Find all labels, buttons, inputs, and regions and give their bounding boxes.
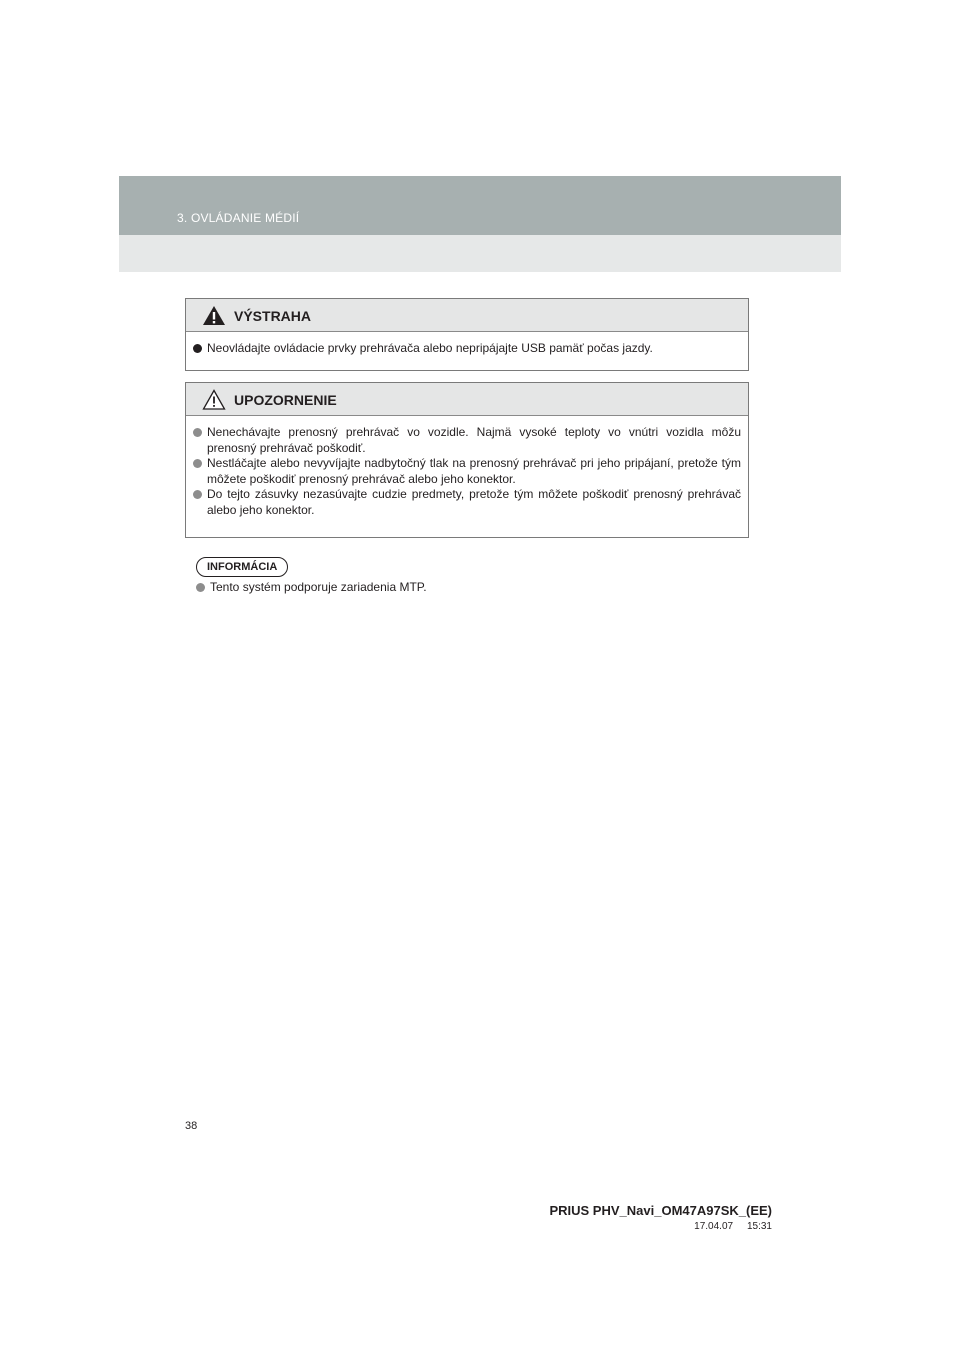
timestamp: 17.04.07 15:31 xyxy=(694,1221,772,1232)
section-header xyxy=(119,176,841,272)
info-item-text: Tento systém podporuje zariadenia MTP. xyxy=(210,580,427,594)
info-item xyxy=(196,580,427,595)
caution-box xyxy=(185,382,749,538)
caution-item xyxy=(193,456,741,487)
page-number: 38 xyxy=(185,1120,198,1132)
bullet-icon xyxy=(193,344,202,353)
warning-box xyxy=(185,298,749,371)
caution-title: UPOZORNENIE xyxy=(234,392,337,408)
caution-item-text: Nestláčajte alebo nevyvíjajte nadbytočný tlak na prenosný prehrávač pri jeho pripájaní, pretože tým môžete poškodiť prenosný prehrávač alebo jeho konektor. xyxy=(207,456,741,486)
caution-item-text: Nenechávajte prenosný prehrávač vo vozidle. Najmä vysoké teploty vo vnútri vozidla môžu prenosný prehrávač poškodiť. xyxy=(207,425,741,455)
caution-triangle-icon xyxy=(202,389,226,410)
caution-item-text: Do tejto zásuvky nezasúvajte cudzie predmety, pretože tým môžete poškodiť prenosný prehrávač alebo jeho konektor. xyxy=(207,487,741,517)
bullet-icon xyxy=(193,459,202,468)
bullet-icon xyxy=(196,583,205,592)
warning-item-text: Neovládajte ovládacie prvky prehrávača alebo nepripájajte USB pamäť počas jazdy. xyxy=(207,341,653,355)
warning-title: VÝSTRAHA xyxy=(234,308,312,324)
warning-header xyxy=(186,299,748,332)
section-title: 3. OVLÁDANIE MÉDIÍ xyxy=(177,211,300,225)
warning-triangle-icon xyxy=(202,305,226,326)
caution-body xyxy=(186,416,748,526)
document-id: PRIUS PHV_Navi_OM47A97SK_(EE) xyxy=(549,1203,772,1218)
caution-item xyxy=(193,487,741,518)
caution-item xyxy=(193,425,741,456)
bullet-icon xyxy=(193,428,202,437)
warning-item xyxy=(193,341,741,357)
warning-body xyxy=(186,332,748,365)
caution-header xyxy=(186,383,748,416)
info-label: INFORMÁCIA xyxy=(196,557,288,577)
bullet-icon xyxy=(193,490,202,499)
section-header-bar xyxy=(119,176,841,235)
